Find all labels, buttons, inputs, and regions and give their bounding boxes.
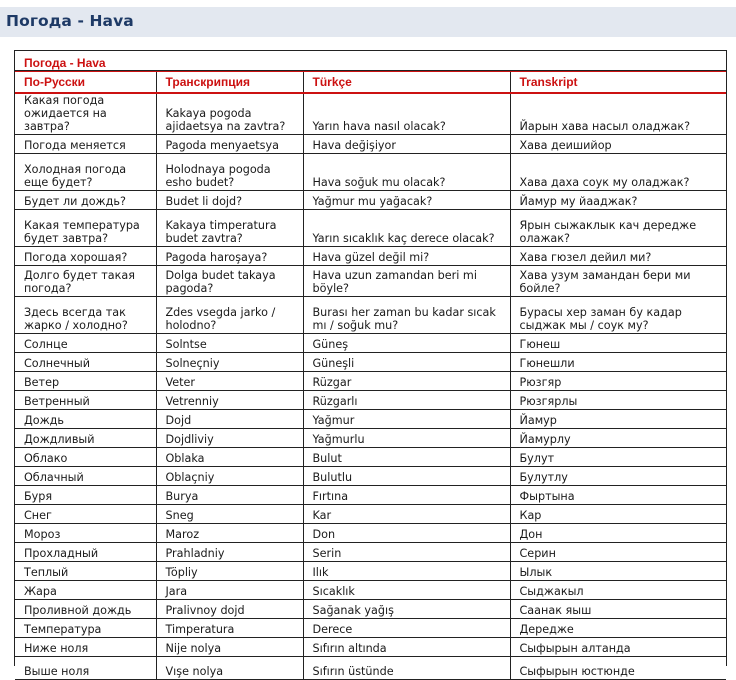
- cell-text: Мороз: [24, 528, 61, 541]
- cell-text: Yağmur: [312, 414, 355, 427]
- cell-russian: [15, 638, 156, 657]
- column-header-russian: По-Русски: [15, 72, 156, 94]
- cell-transkript: [510, 581, 726, 600]
- cell-russian: [15, 210, 156, 247]
- cell-text: Сыджакыл: [519, 585, 584, 598]
- cell-turkish: [303, 467, 510, 486]
- table-row: [15, 297, 726, 334]
- table-row: [15, 448, 726, 467]
- cell-transcription: [156, 334, 303, 353]
- cell-text: Sıfırın üstünde: [312, 665, 394, 678]
- cell-transkript: [510, 93, 726, 135]
- phrase-table: [14, 50, 727, 678]
- cell-russian: [15, 543, 156, 562]
- cell-transcription: [156, 448, 303, 467]
- cell-text: Солнечный: [24, 357, 91, 370]
- table-row: [15, 467, 726, 486]
- page-title: Погода - Hava: [6, 12, 134, 30]
- table-row: [15, 266, 726, 297]
- cell-transkript: [510, 524, 726, 543]
- cell-text: Здесь всегда так жарко / холодно?: [24, 306, 128, 332]
- cell-turkish: [303, 619, 510, 638]
- cell-text: Don: [312, 528, 336, 541]
- cell-transcription: [156, 410, 303, 429]
- table-row: [15, 191, 726, 210]
- table-caption: [15, 51, 726, 71]
- cell-text: Bulut: [312, 452, 342, 465]
- column-header-transcription: Транскрипция: [156, 72, 303, 94]
- cell-turkish: [303, 154, 510, 191]
- cell-text: Кар: [519, 509, 542, 522]
- cell-text: Какая температура будет завтра?: [24, 219, 140, 245]
- cell-transcription: [156, 657, 303, 680]
- cell-transcription: [156, 191, 303, 210]
- cell-text: Zdes vsegda jarko / holodno?: [165, 306, 276, 332]
- cell-text: Прохладный: [24, 547, 99, 560]
- cell-text: Solntse: [165, 338, 207, 351]
- cell-transkript: [510, 334, 726, 353]
- cell-text: Hava güzel değil mi?: [312, 251, 430, 264]
- cell-transkript: [510, 429, 726, 448]
- cell-transcription: [156, 297, 303, 334]
- cell-turkish: [303, 562, 510, 581]
- cell-text: Сыфырын алтанда: [519, 642, 631, 655]
- cell-transcription: [156, 505, 303, 524]
- cell-transcription: [156, 467, 303, 486]
- cell-russian: [15, 247, 156, 266]
- cell-text: Хава узум замандан бери ми бойле?: [519, 269, 691, 295]
- cell-text: Какая погода ожидается на завтра?: [24, 94, 107, 133]
- cell-text: Serin: [312, 547, 342, 560]
- table-row: [15, 154, 726, 191]
- cell-text: Хава деишийор: [519, 139, 612, 152]
- cell-text: Burya: [165, 490, 199, 503]
- cell-text: Maroz: [165, 528, 200, 541]
- cell-transcription: [156, 266, 303, 297]
- cell-transcription: [156, 581, 303, 600]
- cell-text: Pagoda haroşaya?: [165, 251, 268, 264]
- cell-text: Йамурлу: [519, 433, 571, 446]
- cell-transkript: [510, 657, 726, 680]
- cell-text: Ветренный: [24, 395, 90, 408]
- table-row: [15, 247, 726, 266]
- cell-text: Рюзгяр: [519, 376, 562, 389]
- table-row: [15, 657, 726, 680]
- cell-text: Булутлу: [519, 471, 568, 484]
- cell-russian: [15, 334, 156, 353]
- table-row: [15, 600, 726, 619]
- cell-text: Йамур: [519, 414, 557, 427]
- cell-transkript: [510, 467, 726, 486]
- cell-turkish: [303, 581, 510, 600]
- cell-text: Ниже ноля: [24, 642, 89, 655]
- cell-russian: [15, 448, 156, 467]
- cell-russian: [15, 581, 156, 600]
- cell-text: Burası her zaman bu kadar sıcak mı / soğuk mu?: [312, 306, 496, 332]
- cell-text: Kar: [312, 509, 332, 522]
- cell-text: Yarın hava nasıl olacak?: [312, 120, 446, 133]
- cell-russian: [15, 657, 156, 680]
- cell-transcription: [156, 154, 303, 191]
- cell-text: Дождливый: [24, 433, 95, 446]
- cell-turkish: [303, 297, 510, 334]
- cell-text: Ветер: [24, 376, 60, 389]
- cell-transcription: [156, 372, 303, 391]
- cell-text: Sağanak yağış: [312, 604, 394, 617]
- cell-turkish: [303, 93, 510, 135]
- cell-transkript: [510, 638, 726, 657]
- cell-text: Йамур му йааджак?: [519, 195, 638, 208]
- table-row: [15, 543, 726, 562]
- cell-transkript: [510, 486, 726, 505]
- cell-russian: [15, 154, 156, 191]
- cell-text: Погода хорошая?: [24, 251, 128, 264]
- cell-text: Oblaçniy: [165, 471, 215, 484]
- cell-transkript: [510, 266, 726, 297]
- cell-transkript: [510, 135, 726, 154]
- cell-turkish: [303, 247, 510, 266]
- table-caption-text: Погода - Hava: [24, 56, 106, 70]
- cell-text: Серин: [519, 547, 556, 560]
- table-row: [15, 410, 726, 429]
- cell-text: Fırtına: [312, 490, 349, 503]
- cell-russian: [15, 486, 156, 505]
- cell-transkript: [510, 543, 726, 562]
- cell-turkish: [303, 334, 510, 353]
- cell-text: Сыфырын юстюнде: [519, 665, 635, 678]
- cell-russian: [15, 505, 156, 524]
- cell-turkish: [303, 448, 510, 467]
- cell-turkish: [303, 210, 510, 247]
- cell-text: Гюнеш: [519, 338, 561, 351]
- cell-text: Timperatura: [165, 623, 235, 636]
- cell-text: Kakaya pogoda ajidaetsya na zavtra?: [165, 107, 286, 133]
- cell-text: Oblaka: [165, 452, 205, 465]
- cell-text: Yarın sıcaklık kaç derece olacak?: [312, 232, 495, 245]
- cell-transcription: [156, 638, 303, 657]
- cell-text: Kakaya timperatura budet zavtra?: [165, 219, 277, 245]
- cell-text: Sneg: [165, 509, 194, 522]
- cell-transcription: [156, 429, 303, 448]
- cell-transkript: [510, 353, 726, 372]
- cell-transcription: [156, 210, 303, 247]
- cell-turkish: [303, 486, 510, 505]
- cell-text: Nije nolya: [165, 642, 222, 655]
- cell-turkish: [303, 657, 510, 680]
- cell-text: Sıcaklık: [312, 585, 355, 598]
- cell-text: Йарын хава насыл оладжак?: [519, 120, 691, 133]
- cell-text: Ilık: [312, 566, 329, 579]
- cell-transkript: [510, 372, 726, 391]
- cell-text: Жара: [24, 585, 57, 598]
- cell-text: Dojdliviy: [165, 433, 214, 446]
- cell-text: Температура: [24, 623, 102, 636]
- cell-transcription: [156, 600, 303, 619]
- cell-text: Гюнешли: [519, 357, 575, 370]
- cell-text: Солнце: [24, 338, 68, 351]
- cell-turkish: [303, 391, 510, 410]
- cell-text: Снег: [24, 509, 52, 522]
- cell-transkript: [510, 505, 726, 524]
- table-row: [15, 135, 726, 154]
- cell-russian: [15, 524, 156, 543]
- cell-text: Güneşli: [312, 357, 355, 370]
- cell-transcription: [156, 543, 303, 562]
- cell-turkish: [303, 410, 510, 429]
- cell-russian: [15, 353, 156, 372]
- cell-turkish: [303, 191, 510, 210]
- cell-text: Vışe nolya: [165, 665, 224, 678]
- cell-text: Güneş: [312, 338, 349, 351]
- cell-transkript: [510, 154, 726, 191]
- cell-text: Дередже: [519, 623, 574, 636]
- cell-transcription: [156, 524, 303, 543]
- cell-text: Hava soğuk mu olacak?: [312, 176, 446, 189]
- cell-transcription: [156, 391, 303, 410]
- cell-russian: [15, 562, 156, 581]
- cell-turkish: [303, 266, 510, 297]
- table-row: [15, 429, 726, 448]
- cell-text: Облачный: [24, 471, 84, 484]
- cell-transkript: [510, 247, 726, 266]
- cell-text: Dolga budet takaya pagoda?: [165, 269, 276, 295]
- cell-turkish: [303, 135, 510, 154]
- cell-turkish: [303, 505, 510, 524]
- table-row: [15, 210, 726, 247]
- cell-text: Veter: [165, 376, 196, 389]
- cell-transcription: [156, 93, 303, 135]
- cell-transkript: [510, 297, 726, 334]
- cell-russian: [15, 135, 156, 154]
- cell-text: Хава гюзел дейил ми?: [519, 251, 652, 264]
- table-row: [15, 581, 726, 600]
- cell-transkript: [510, 562, 726, 581]
- column-header-transkript: Transkript: [510, 72, 726, 94]
- cell-text: Holodnaya pogoda esho budet?: [165, 163, 271, 189]
- table-row: [15, 486, 726, 505]
- cell-transcription: [156, 619, 303, 638]
- cell-text: Jara: [165, 585, 188, 598]
- table-row: [15, 391, 726, 410]
- table-row: [15, 93, 726, 135]
- cell-text: Дон: [519, 528, 543, 541]
- cell-text: Pagoda menyaetsya: [165, 139, 279, 152]
- cell-russian: [15, 410, 156, 429]
- cell-text: Sıfırın altında: [312, 642, 387, 655]
- table-row: [15, 353, 726, 372]
- cell-russian: [15, 619, 156, 638]
- cell-text: Облако: [24, 452, 68, 465]
- cell-turkish: [303, 600, 510, 619]
- cell-text: Рюзгярлы: [519, 395, 578, 408]
- cell-text: Solneçniy: [165, 357, 220, 370]
- table-row: [15, 524, 726, 543]
- table-row: [15, 562, 726, 581]
- cell-turkish: [303, 524, 510, 543]
- cell-russian: [15, 297, 156, 334]
- cell-text: Pralivnoy dojd: [165, 604, 245, 617]
- cell-text: Проливной дождь: [24, 604, 132, 617]
- cell-text: Хава даха соук му оладжак?: [519, 176, 690, 189]
- table-header-row: [15, 72, 726, 94]
- cell-text: Rüzgar: [312, 376, 352, 389]
- cell-text: Погода меняется: [24, 139, 126, 152]
- cell-text: Будет ли дождь?: [24, 195, 126, 208]
- cell-transcription: [156, 135, 303, 154]
- cell-russian: [15, 93, 156, 135]
- cell-russian: [15, 266, 156, 297]
- cell-text: Холодная погода еще будет?: [24, 163, 127, 189]
- table-row: [15, 505, 726, 524]
- cell-transkript: [510, 191, 726, 210]
- cell-russian: [15, 391, 156, 410]
- page-header: [0, 0, 736, 37]
- cell-russian: [15, 429, 156, 448]
- cell-text: Rüzgarlı: [312, 395, 358, 408]
- cell-text: Budet li dojd?: [165, 195, 243, 208]
- cell-text: Ярын сыжаклык кач дередже олажак?: [519, 219, 697, 245]
- cell-transcription: [156, 247, 303, 266]
- cell-text: Prahladniy: [165, 547, 225, 560]
- cell-text: Выше ноля: [24, 665, 90, 678]
- cell-russian: [15, 372, 156, 391]
- cell-text: Töpliy: [165, 566, 198, 579]
- cell-text: Ылык: [519, 566, 553, 579]
- cell-text: Бурасы хер заман бу кадар сыджак мы / соук му?: [519, 306, 682, 332]
- table-row: [15, 619, 726, 638]
- cell-turkish: [303, 543, 510, 562]
- cell-text: Булут: [519, 452, 555, 465]
- cell-transcription: [156, 562, 303, 581]
- cell-text: Фыртына: [519, 490, 575, 503]
- cell-text: Vetrenniy: [165, 395, 219, 408]
- cell-russian: [15, 191, 156, 210]
- column-header-turkish: Türkçe: [303, 72, 510, 94]
- cell-text: Dojd: [165, 414, 192, 427]
- cell-text: Саанак яыш: [519, 604, 592, 617]
- cell-text: Derece: [312, 623, 353, 636]
- cell-transkript: [510, 410, 726, 429]
- cell-text: Дождь: [24, 414, 64, 427]
- vocabulary-table: [15, 71, 726, 680]
- cell-text: Yağmurlu: [312, 433, 365, 446]
- cell-turkish: [303, 638, 510, 657]
- cell-transcription: [156, 486, 303, 505]
- cell-russian: [15, 600, 156, 619]
- cell-text: Bulutlu: [312, 471, 353, 484]
- cell-text: Hava uzun zamandan beri mi böyle?: [312, 269, 477, 295]
- cell-transcription: [156, 353, 303, 372]
- cell-text: Hava değişiyor: [312, 139, 396, 152]
- cell-text: Yağmur mu yağacak?: [312, 195, 433, 208]
- table-row: [15, 638, 726, 657]
- cell-transkript: [510, 210, 726, 247]
- cell-text: Теплый: [24, 566, 69, 579]
- cell-turkish: [303, 372, 510, 391]
- cell-transkript: [510, 448, 726, 467]
- cell-text: Долго будет такая погода?: [24, 269, 135, 295]
- table-row: [15, 372, 726, 391]
- table-row: [15, 334, 726, 353]
- cell-russian: [15, 467, 156, 486]
- cell-transkript: [510, 600, 726, 619]
- cell-text: Буря: [24, 490, 53, 503]
- cell-turkish: [303, 429, 510, 448]
- cell-transkript: [510, 391, 726, 410]
- cell-turkish: [303, 353, 510, 372]
- cell-transkript: [510, 619, 726, 638]
